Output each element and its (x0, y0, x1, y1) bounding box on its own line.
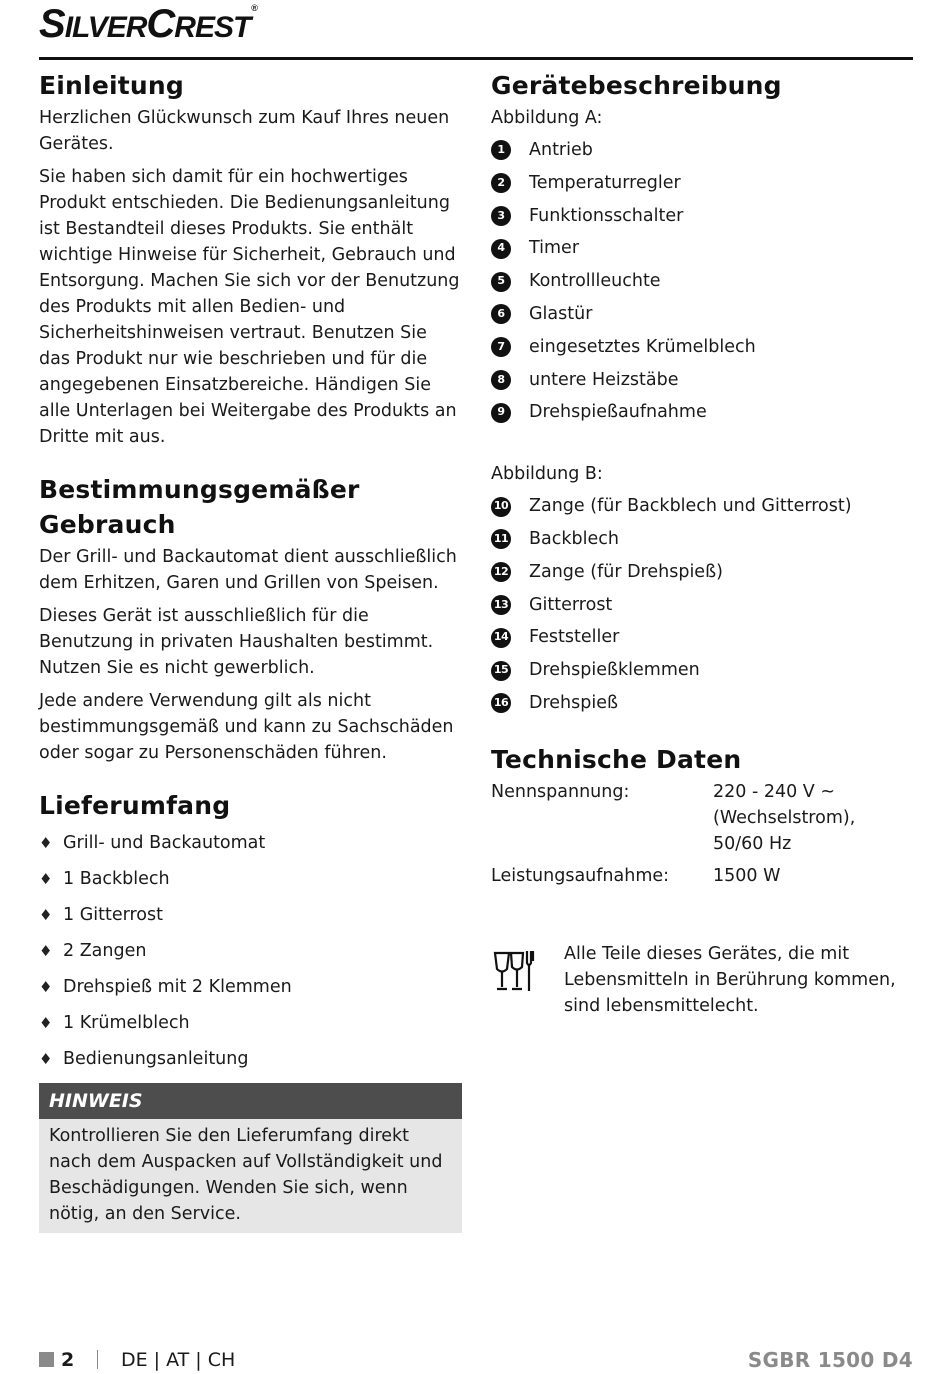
diamond-bullet-icon: ♦ (39, 978, 53, 996)
number-badge-icon: 2 (491, 173, 511, 193)
part-label: Funktionsschalter (529, 205, 684, 226)
part-label: eingesetztes Krümelblech (529, 336, 756, 357)
tech-value: 1500 W (713, 865, 781, 886)
spacer (491, 720, 913, 742)
note-text: Kontrollieren Sie den Lieferumfang direkt nach dem Auspacken auf Vollständigkeit und Beschädigungen. Wenden Sie sich, wenn nötig, an den Service. (49, 1126, 443, 1224)
brand-logo: SILVERCREST® (39, 2, 257, 46)
diamond-bullet-icon: ♦ (39, 870, 53, 888)
number-badge-icon: 5 (491, 272, 511, 292)
list-item (39, 1005, 462, 1041)
part-label: Drehspießklemmen (529, 660, 700, 681)
tech-heading: Technische Daten (491, 744, 742, 774)
diamond-bullet-icon: ♦ (39, 1014, 53, 1032)
intro-paragraph: Herzlichen Glückwunsch zum Kauf Ihres neuen Gerätes. (39, 108, 450, 154)
list-item-text: 1 Backblech (63, 869, 170, 889)
diamond-bullet-icon: ♦ (39, 834, 53, 852)
part-label: Drehspieß (529, 692, 619, 713)
part-label: Kontrollleuchte (529, 271, 661, 292)
figure-b-label: Abbildung B: (491, 464, 603, 485)
food-safe-icon (491, 941, 564, 1019)
tech-row (491, 863, 913, 889)
number-badge-icon: 7 (491, 337, 511, 357)
description-heading: Gerätebeschreibung (491, 71, 782, 100)
delivery-list (39, 825, 462, 1077)
part-label: Timer (529, 238, 580, 259)
part-item (491, 556, 913, 589)
gray-square-icon (39, 1352, 54, 1367)
part-label: untere Heizstäbe (529, 369, 679, 390)
part-item (491, 134, 913, 167)
number-badge-icon: 8 (491, 370, 511, 390)
part-item (491, 364, 913, 397)
tech-key: Nennspannung: (491, 781, 630, 802)
number-badge-icon: 15 (491, 661, 511, 681)
right-column (491, 68, 913, 1019)
left-column (39, 68, 462, 1233)
part-item (491, 298, 913, 331)
list-item-text: 1 Gitterrost (63, 905, 163, 925)
part-label: Antrieb (529, 140, 593, 160)
intro-section (39, 68, 462, 450)
list-item-text: Drehspieß mit 2 Klemmen (63, 977, 292, 997)
number-badge-icon: 1 (491, 140, 511, 160)
list-item (39, 897, 462, 933)
intended-use-heading: Bestimmungsgemäßer Gebrauch (39, 475, 360, 539)
header-rule (39, 57, 913, 60)
language-codes: DE | AT | CH (121, 1349, 236, 1371)
tech-row (491, 779, 913, 857)
registered-mark: ® (251, 3, 257, 13)
list-item-text: 1 Krümelblech (63, 1013, 190, 1033)
part-item (491, 200, 913, 233)
part-label: Gitterrost (529, 594, 613, 615)
food-safe-notice (491, 941, 913, 1019)
part-item (491, 331, 913, 364)
intended-use-paragraph: Dieses Gerät ist ausschließlich für die Benutzung in privaten Haushalten bestimmt. Nutzen Sie es nicht gewerblich. (39, 606, 434, 678)
food-safe-text: Alle Teile dieses Gerätes, die mit Lebensmitteln in Berührung kommen, sind lebensmittelecht. (564, 943, 896, 1016)
part-label: Backblech (529, 528, 619, 549)
list-item-text: Grill- und Backautomat (63, 833, 266, 853)
part-item (491, 621, 913, 654)
tech-key: Leistungsaufnahme: (491, 865, 670, 886)
intended-use-paragraph: Der Grill- und Backautomat dient ausschließlich dem Erhitzen, Garen und Grillen von Speisen. (39, 547, 457, 593)
model-number: SGBR 1500 D4 (747, 1348, 913, 1372)
intro-heading: Einleitung (39, 71, 184, 100)
number-badge-icon: 4 (491, 239, 511, 259)
part-item (491, 687, 913, 720)
part-item (491, 232, 913, 265)
number-badge-icon: 6 (491, 304, 511, 324)
part-item (491, 654, 913, 687)
part-label: Glastür (529, 303, 593, 324)
number-badge-icon: 14 (491, 628, 511, 648)
part-label: Zange (für Backblech und Gitterrost) (529, 496, 852, 517)
list-item (39, 825, 462, 861)
part-item (491, 167, 913, 200)
number-badge-icon: 12 (491, 562, 511, 582)
footer-divider (97, 1350, 98, 1369)
list-item (39, 969, 462, 1005)
list-item (39, 933, 462, 969)
number-badge-icon: 10 (491, 497, 511, 517)
note-title: HINWEIS (39, 1083, 462, 1119)
part-label: Drehspießaufnahme (529, 402, 707, 423)
part-label: Temperaturregler (529, 172, 681, 193)
figure-a-label: Abbildung A: (491, 108, 603, 128)
note-box (39, 1083, 462, 1233)
list-item-text: Bedienungsanleitung (63, 1049, 249, 1069)
diamond-bullet-icon: ♦ (39, 906, 53, 924)
list-item (39, 861, 462, 897)
intro-paragraph: Sie haben sich damit für ein hochwertiges Produkt entschieden. Die Bedienungsanleitung ist Bestandteil dieses Produkts. Sie enthält wichtige Hinweise für Sicherheit, Gebrauch und Entsorgung. Machen Sie sich vor der Benutzung des Produkts mit allen Bedien- und Sicherheitshinweisen vertraut. Benutzen Sie das Produkt nur wie beschrieben und für die angegebenen Einsatzbereiche. Händigen Sie alle Unterlagen bei Weitergabe des Produkts an Dritte mit aus. (39, 167, 460, 447)
intended-use-section (39, 472, 462, 766)
tech-value: 220 - 240 V ~ (Wechselstrom), 50/60 Hz (713, 781, 856, 854)
part-item (491, 490, 913, 523)
part-label: Feststeller (529, 627, 620, 648)
page-number: 2 (61, 1349, 75, 1371)
part-item (491, 396, 913, 429)
intended-use-paragraph: Jede andere Verwendung gilt als nicht bestimmungsgemäß und kann zu Sachschäden oder sogar zu Personenschäden führen. (39, 691, 454, 763)
page-footer (39, 1346, 913, 1374)
list-item (39, 1041, 462, 1077)
number-badge-icon: 9 (491, 403, 511, 423)
part-label: Zange (für Drehspieß) (529, 561, 723, 582)
diamond-bullet-icon: ♦ (39, 1050, 53, 1068)
diamond-bullet-icon: ♦ (39, 942, 53, 960)
number-badge-icon: 13 (491, 595, 511, 615)
number-badge-icon: 16 (491, 693, 511, 713)
part-item (491, 265, 913, 298)
list-item-text: 2 Zangen (63, 941, 147, 961)
number-badge-icon: 3 (491, 206, 511, 226)
number-badge-icon: 11 (491, 529, 511, 549)
part-item (491, 523, 913, 556)
figure-b-list (491, 490, 913, 720)
figure-a-list (491, 134, 913, 429)
part-item (491, 589, 913, 622)
note-body (39, 1119, 462, 1233)
delivery-section (39, 788, 462, 1077)
spacer (491, 429, 913, 461)
delivery-heading: Lieferumfang (39, 791, 231, 820)
